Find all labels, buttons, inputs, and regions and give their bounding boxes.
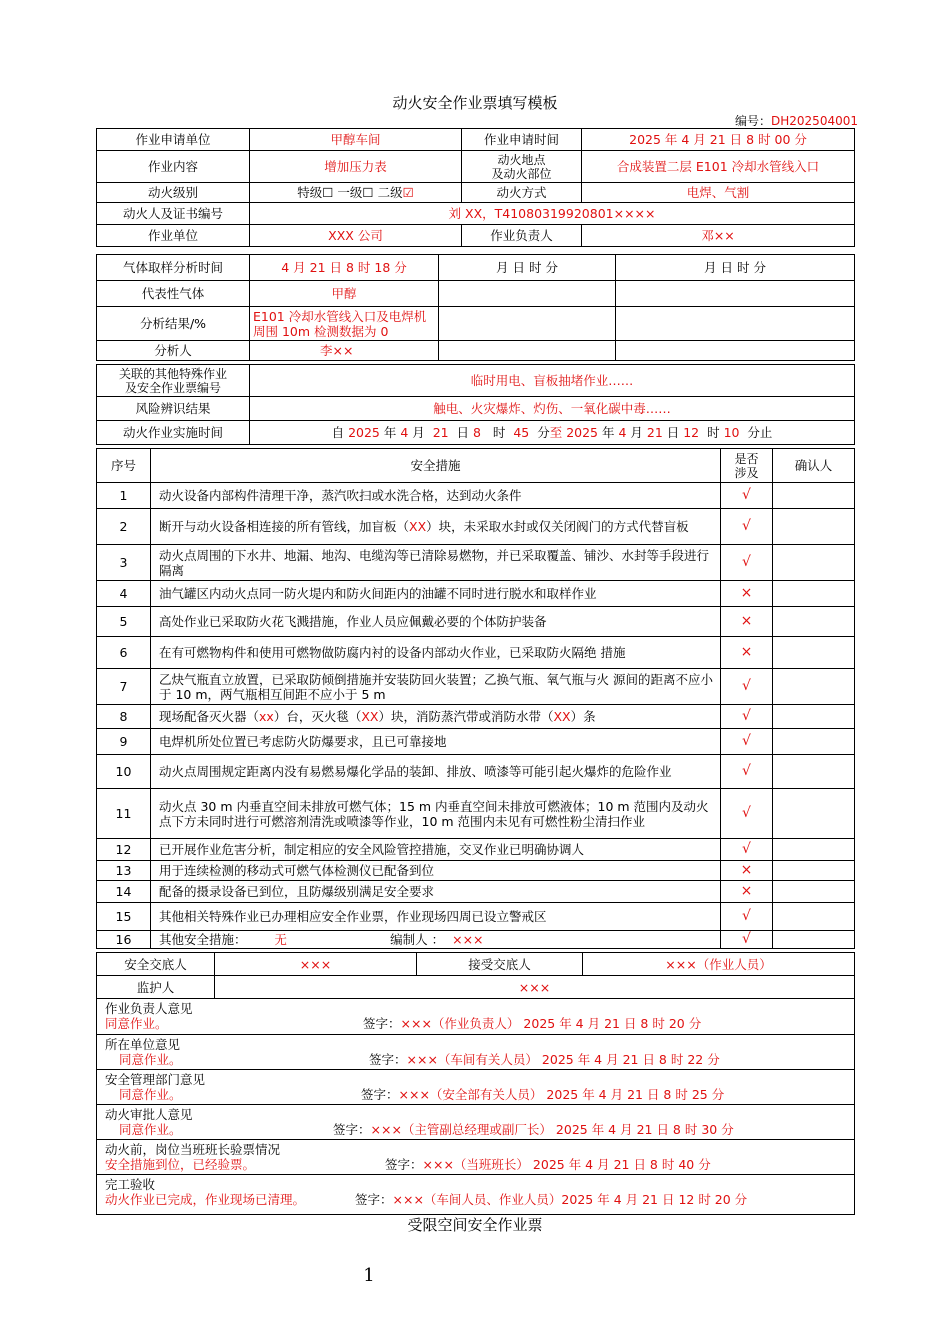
- sign-label: 签字：: [385, 1157, 423, 1172]
- table-row: [97, 669, 855, 705]
- opinion-row: [97, 1105, 855, 1140]
- handover-receiver-label: 接受交底人: [417, 953, 583, 976]
- measure-no: 5: [97, 607, 151, 637]
- table-row: [97, 637, 855, 669]
- measure-no: 12: [97, 839, 151, 861]
- measure-no: 11: [97, 789, 151, 839]
- opinion-title: 动火前，岗位当班班长验票情况: [105, 1142, 281, 1157]
- analyst-value-2[interactable]: [439, 341, 616, 361]
- handover-giver-label: 安全交底人: [97, 953, 215, 976]
- impl-q: 日: [662, 425, 684, 440]
- impl-year: 2025: [348, 425, 380, 440]
- risk-label: 风险辨识结果: [97, 397, 250, 421]
- opinion-row: [97, 999, 855, 1035]
- gas-time-1[interactable]: 4 月 21 日 8 时 18 分: [250, 255, 439, 281]
- measure-mark[interactable]: ×: [721, 861, 773, 881]
- location-value[interactable]: 合成装置二层 E101 冷却水管线入口: [582, 151, 855, 183]
- result-value-3[interactable]: [616, 307, 855, 341]
- impl-e: 月: [408, 425, 433, 440]
- apply-time-value[interactable]: 2025 年 4 月 21 日 8 时 00 分: [582, 129, 855, 151]
- handover-giver-value[interactable]: ×××: [215, 953, 417, 976]
- level-checked-box[interactable]: ☑: [402, 185, 414, 200]
- info-table: [96, 364, 855, 445]
- unit-label: 作业单位: [97, 225, 250, 247]
- opinion-text[interactable]: 同意作业。: [105, 1016, 168, 1031]
- measure-no: 4: [97, 581, 151, 607]
- impl-end-hour: 12: [683, 425, 700, 440]
- table-row: [97, 607, 855, 637]
- measure-text: [151, 931, 721, 949]
- opinion-title: 动火审批人意见: [105, 1107, 193, 1122]
- method-value[interactable]: 电焊、气割: [582, 183, 855, 203]
- measure-text-c: ）块，消防蒸汽带或消防水带（: [378, 709, 554, 724]
- impl-k: 分: [529, 425, 550, 440]
- person-label: 动火人及证书编号: [97, 203, 250, 225]
- analyst-value[interactable]: 李××: [250, 341, 439, 361]
- table-row: [97, 483, 855, 509]
- sign-value[interactable]: ×××（安全部有关人员） 2025 年 4 月 21 日 8 时 25 分: [398, 1087, 725, 1102]
- measure-mark[interactable]: √: [721, 931, 773, 949]
- opinion-text[interactable]: 动火作业已完成，作业现场已清理。: [105, 1192, 306, 1207]
- col-measure-header: 安全措施: [151, 449, 721, 483]
- col-no-header: 序号: [97, 449, 151, 483]
- other-measures-label: 其他安全措施：: [159, 932, 247, 947]
- measure-text: 动火设备内部构件清理干净，蒸汽吹扫或水洗合格，达到动火条件: [151, 483, 721, 509]
- measure-mark[interactable]: √: [721, 545, 773, 581]
- measure-text-b: ）台，灭火毯（: [273, 709, 362, 724]
- measure-text-b: ）块，未采取水封或仅关闭阀门的方式代替盲板: [426, 519, 689, 534]
- measure-confirm[interactable]: [773, 839, 855, 861]
- measure-text: 动火点周围的下水井、地漏、地沟、电缆沟等已清除易燃物，并已采取覆盖、铺沙、水封等手段进行隔离: [151, 545, 721, 581]
- col-confirm-header: 确认人: [773, 449, 855, 483]
- gas-value[interactable]: 甲醇: [250, 281, 439, 307]
- measure-confirm[interactable]: [773, 509, 855, 545]
- table-row: [97, 789, 855, 839]
- measure-mark[interactable]: ×: [721, 637, 773, 669]
- measure-text: 电焊机所处位置已考虑防火防爆要求，且已可靠接地: [151, 729, 721, 755]
- measure-red-2: XX: [361, 709, 379, 724]
- handover-receiver-value[interactable]: ×××（作业人员）: [583, 953, 855, 976]
- sign-value[interactable]: ×××（主管副总经理或副厂长） 2025 年 4 月 21 日 8 时 30 分: [370, 1122, 734, 1137]
- guardian-label: 监护人: [97, 976, 215, 999]
- level-options-text: 特级☐ 一级☐ 二级: [297, 185, 403, 200]
- apply-unit-label: 作业申请单位: [97, 129, 250, 151]
- apply-time-label: 作业申请时间: [462, 129, 582, 151]
- impl-end-year: 至 2025: [549, 425, 599, 440]
- measure-confirm[interactable]: [773, 789, 855, 839]
- measure-text-red: XX: [409, 519, 427, 534]
- measure-mark[interactable]: √: [721, 755, 773, 789]
- measure-mark[interactable]: √: [721, 483, 773, 509]
- location-label: 动火地点 及动火部位: [462, 151, 582, 183]
- sign-label: 签字：: [355, 1192, 393, 1207]
- impl-end-day: 21: [646, 425, 663, 440]
- measure-mark[interactable]: √: [721, 669, 773, 705]
- impl-hour: 8: [473, 425, 481, 440]
- opinion-row: [97, 1175, 855, 1215]
- impl-day: 21: [432, 425, 449, 440]
- next-form-title: 受限空间安全作业票: [407, 1216, 543, 1234]
- col-involved-header: 是否 涉及: [721, 449, 773, 483]
- measure-no: 3: [97, 545, 151, 581]
- apply-unit-value[interactable]: 甲醇车间: [250, 129, 462, 151]
- impl-u: 分止: [739, 425, 773, 440]
- measure-no: 6: [97, 637, 151, 669]
- measure-mark[interactable]: √: [721, 509, 773, 545]
- gas-value-3[interactable]: [616, 281, 855, 307]
- result-value[interactable]: E101 冷却水管线入口及电焊机周围 10m 检测数据为 0: [250, 307, 439, 341]
- measure-no: 16: [97, 931, 151, 949]
- measure-confirm[interactable]: [773, 637, 855, 669]
- sign-label: 签字：: [361, 1087, 399, 1102]
- author-label: 编制人 ：: [390, 932, 445, 947]
- impl-end-month: 4: [618, 425, 627, 440]
- result-label: 分析结果/%: [97, 307, 250, 341]
- measure-confirm[interactable]: [773, 607, 855, 637]
- other-measures-value[interactable]: 无: [274, 932, 287, 947]
- impl-minute: 45: [513, 425, 530, 440]
- doc-number-value: DH202504001: [771, 114, 858, 128]
- impl-end-minute: 10: [723, 425, 740, 440]
- measure-red-3: XX: [553, 709, 571, 724]
- gas-value-2[interactable]: [439, 281, 616, 307]
- handover-table: [96, 952, 855, 976]
- table-row: [97, 581, 855, 607]
- content-value[interactable]: 增加压力表: [250, 151, 462, 183]
- measure-no: 10: [97, 755, 151, 789]
- measure-mark[interactable]: ×: [721, 581, 773, 607]
- table-row: [97, 729, 855, 755]
- table-row: [97, 861, 855, 881]
- method-label: 动火方式: [462, 183, 582, 203]
- measure-text: 油气罐区内动火点同一防火堤内和防火间距内的油罐不同时进行脱水和取样作业: [151, 581, 721, 607]
- opinions-table: [96, 998, 855, 1215]
- measure-confirm[interactable]: [773, 705, 855, 729]
- analyst-value-3[interactable]: [616, 341, 855, 361]
- unit-value[interactable]: XXX 公司: [250, 225, 462, 247]
- impl-s: 时: [699, 425, 724, 440]
- impl-i: 时: [480, 425, 514, 440]
- measure-no: 14: [97, 881, 151, 903]
- person-value[interactable]: 刘 XX，T41080319920801××××: [250, 203, 855, 225]
- gas-label: 代表性气体: [97, 281, 250, 307]
- opinion-title: 作业负责人意见: [105, 1001, 193, 1016]
- related-label: 关联的其他特殊作业 及安全作业票编号: [97, 365, 250, 397]
- impl-a: 自: [331, 425, 349, 440]
- measure-text-a: 断开与动火设备相连接的所有管线，加盲板（: [159, 519, 410, 534]
- measure-text: [151, 705, 721, 729]
- measure-text-d: ）条: [570, 709, 596, 724]
- measure-text: 用于连续检测的移动式可燃气体检测仪已配备到位: [151, 861, 721, 881]
- table-row: [97, 755, 855, 789]
- related-value[interactable]: 临时用电、盲板抽堵作业……: [250, 365, 855, 397]
- page-number: 1: [363, 1265, 375, 1286]
- opinion-title: 完工验收: [105, 1177, 156, 1192]
- guardian-table: [96, 975, 855, 999]
- impl-m: 年: [598, 425, 619, 440]
- sign-label: 签字：: [333, 1122, 371, 1137]
- measure-mark[interactable]: √: [721, 729, 773, 755]
- measure-confirm[interactable]: [773, 903, 855, 931]
- measure-mark[interactable]: ×: [721, 881, 773, 903]
- table-row: [97, 881, 855, 903]
- leader-value[interactable]: 邓××: [582, 225, 855, 247]
- impl-g: 日: [448, 425, 474, 440]
- sign-label: 签字：: [363, 1016, 401, 1031]
- measure-confirm[interactable]: [773, 581, 855, 607]
- analyst-label: 分析人: [97, 341, 250, 361]
- leader-label: 作业负责人: [462, 225, 582, 247]
- opinion-row: [97, 1070, 855, 1105]
- measure-no: 1: [97, 483, 151, 509]
- table-row: [97, 839, 855, 861]
- measure-mark[interactable]: √: [721, 839, 773, 861]
- measure-text: 乙炔气瓶直立放置，已采取防倾倒措施并安装防回火装置；乙换气瓶、氧气瓶与火 源间的距离不应小于 10 m，两气瓶相互间距不应小于 5 m: [151, 669, 721, 705]
- table-row: [97, 705, 855, 729]
- impl-month: 4: [400, 425, 409, 440]
- measure-confirm[interactable]: [773, 881, 855, 903]
- impl-value[interactable]: [250, 421, 855, 445]
- doc-number: [735, 112, 858, 129]
- sign-value[interactable]: ×××（车间人员、作业人员）2025 年 4 月 21 日 12 时 20 分: [392, 1192, 748, 1207]
- table-row: [97, 931, 855, 949]
- measure-mark[interactable]: ×: [721, 607, 773, 637]
- measure-no: 13: [97, 861, 151, 881]
- measure-no: 9: [97, 729, 151, 755]
- result-value-2[interactable]: [439, 307, 616, 341]
- measure-confirm[interactable]: [773, 729, 855, 755]
- measures-table: [96, 448, 855, 949]
- measure-confirm[interactable]: [773, 669, 855, 705]
- opinion-title: 安全管理部门意见: [105, 1072, 206, 1087]
- opinion-text[interactable]: 同意作业。: [119, 1122, 182, 1137]
- measure-confirm[interactable]: [773, 483, 855, 509]
- table-row: [97, 903, 855, 931]
- gas-time-label: 气体取样分析时间: [97, 255, 250, 281]
- impl-c: 年: [379, 425, 401, 440]
- form-title: 动火安全作业票填写模板: [392, 94, 558, 112]
- impl-o: 月: [626, 425, 647, 440]
- measure-confirm[interactable]: [773, 931, 855, 949]
- opinion-text[interactable]: 同意作业。: [119, 1052, 182, 1067]
- measure-no: 15: [97, 903, 151, 931]
- measure-text: [151, 509, 721, 545]
- risk-value[interactable]: 触电、火灾爆炸、灼伤、一氧化碳中毒……: [250, 397, 855, 421]
- measure-no: 8: [97, 705, 151, 729]
- measure-mark[interactable]: √: [721, 705, 773, 729]
- gas-table: [96, 254, 855, 361]
- opinion-row: [97, 1140, 855, 1175]
- doc-number-label: 编号：: [735, 114, 772, 128]
- content-label: 作业内容: [97, 151, 250, 183]
- measure-text: 动火点 30 m 内垂直空间未排放可燃气体；15 m 内垂直空间未排放可燃液体；10 m 范围内及动火点下方未同时进行可燃溶剂清洗或喷漆等作业，10 m 范围内未见有可燃性粉尘清扫作业: [151, 789, 721, 839]
- measure-text: 动火点周围规定距离内没有易燃易爆化学品的装卸、排放、喷漆等可能引起火爆炸的危险作业: [151, 755, 721, 789]
- level-label: 动火级别: [97, 183, 250, 203]
- measure-confirm[interactable]: [773, 545, 855, 581]
- author-value[interactable]: ×××: [452, 932, 484, 947]
- measure-text: 其他相关特殊作业已办理相应安全作业票，作业现场四周已设立警戒区: [151, 903, 721, 931]
- measure-text: 已开展作业危害分析，制定相应的安全风险管控措施，交叉作业已明确协调人: [151, 839, 721, 861]
- opinion-title: 所在单位意见: [105, 1037, 181, 1052]
- measure-red-1: xx: [259, 709, 274, 724]
- measure-text: 配备的摄录设备已到位，且防爆级别满足安全要求: [151, 881, 721, 903]
- gas-time-2[interactable]: 月 日 时 分: [439, 255, 616, 281]
- header-table: [96, 128, 855, 247]
- gas-time-3[interactable]: 月 日 时 分: [616, 255, 855, 281]
- measure-text: 在有可燃物构件和使用可燃物做防腐内衬的设备内部动火作业，已采取防火隔绝 措施: [151, 637, 721, 669]
- measure-no: 2: [97, 509, 151, 545]
- measure-no: 7: [97, 669, 151, 705]
- opinion-row: [97, 1035, 855, 1070]
- impl-label: 动火作业实施时间: [97, 421, 250, 445]
- measure-mark[interactable]: √: [721, 789, 773, 839]
- measure-confirm[interactable]: [773, 861, 855, 881]
- opinion-text[interactable]: 安全措施到位，已经验票。: [105, 1157, 256, 1172]
- table-row: [97, 545, 855, 581]
- level-options[interactable]: [250, 183, 462, 203]
- guardian-value[interactable]: ×××: [215, 976, 855, 999]
- table-row: [97, 509, 855, 545]
- opinion-text[interactable]: 同意作业。: [119, 1087, 182, 1102]
- measure-mark[interactable]: √: [721, 903, 773, 931]
- measure-text: 高处作业已采取防火花飞溅措施，作业人员应佩戴必要的个体防护装备: [151, 607, 721, 637]
- sign-value[interactable]: ×××（当班班长） 2025 年 4 月 21 日 8 时 40 分: [422, 1157, 711, 1172]
- measure-confirm[interactable]: [773, 755, 855, 789]
- measure-text-a: 现场配备灭火器（: [159, 709, 260, 724]
- sign-value[interactable]: ×××（作业负责人） 2025 年 4 月 21 日 8 时 20 分: [400, 1016, 702, 1031]
- sign-value[interactable]: ×××（车间有关人员） 2025 年 4 月 21 日 8 时 22 分: [406, 1052, 720, 1067]
- sign-label: 签字：: [369, 1052, 407, 1067]
